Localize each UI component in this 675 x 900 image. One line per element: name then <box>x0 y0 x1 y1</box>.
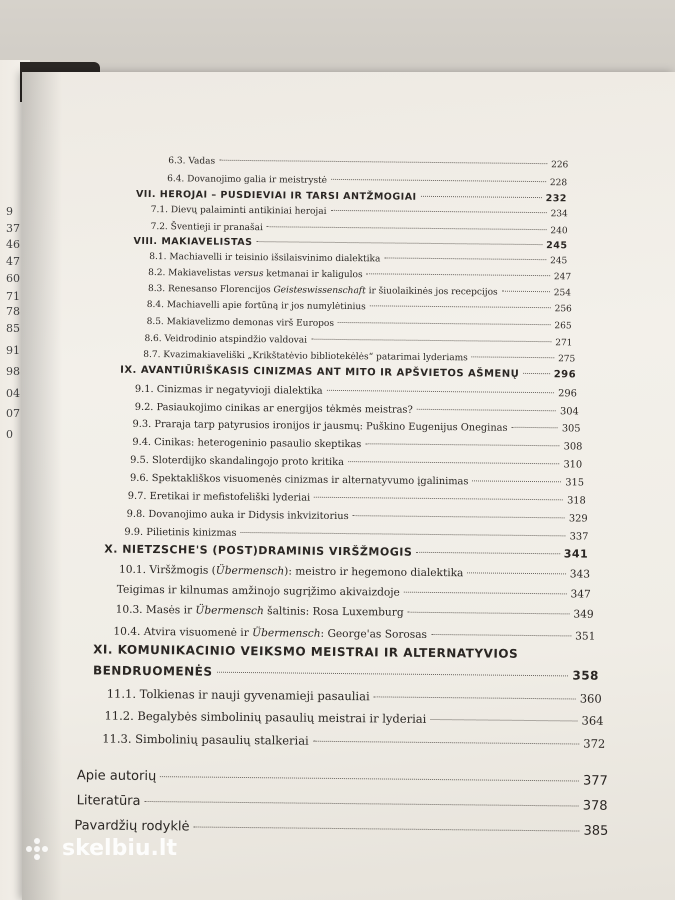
prev-page-number: 04 <box>6 387 20 400</box>
toc-entry: 10.3. Masės ir Übermensch šaltinis: Rosa Luxemburg 349 <box>115 603 594 621</box>
logo-dots-icon <box>26 838 56 860</box>
prev-page-number: 46 <box>6 238 20 251</box>
toc-entry: 6.3. Vadas 226 <box>168 156 569 171</box>
toc-entry: 8.4. Machiavelli apie fortūną ir jos numylėtinius 256 <box>146 299 572 315</box>
prev-page-number: 85 <box>6 322 20 335</box>
toc-entry: 9.8. Dovanojimo auka ir Didysis inkvizitorius 329 <box>126 508 588 525</box>
toc-entry: 8.6. Veidrodinio atspindžio valdovai 271 <box>144 333 573 349</box>
toc-entry: 11.2. Begalybės simbolinių pasaulių meistrai ir lyderiai 364 <box>104 708 604 728</box>
toc-entry: 10.1. Viršžmogis (Übermensch): meistro ir hegemono dialektika 343 <box>118 563 591 581</box>
prev-page-number: 78 <box>6 305 20 318</box>
toc-chapter: BENDRUOMENĖS 358 <box>92 663 600 683</box>
prev-page-number: 71 <box>6 290 20 303</box>
toc-entry: 7.1. Dievų palaiminti antikiniai herojai 234 <box>150 205 568 220</box>
toc-appendix: Apie autorių 377 <box>76 768 608 789</box>
toc-chapter: XI. KOMUNIKACINIO VEIKSMO MEISTRAI IR ALTERNATYVIOS <box>93 642 519 661</box>
toc-entry: 7.2. Šventieji ir pranašai 240 <box>150 222 568 237</box>
watermark-logo <box>26 836 177 861</box>
toc-entry: 9.3. Praraja tarp patyrusios ironijos ir jausmų: Puškino Eugenijus Oneginas 305 <box>132 418 581 435</box>
toc-entry: 9.4. Cinikas: heterogeninio pasaulio skeptikas 308 <box>132 436 583 453</box>
toc-entry: 11.3. Simbolinių pasaulių stalkeriai 372 <box>102 731 606 751</box>
toc-chapter: VIII. MAKIAVELISTAS 245 <box>133 235 568 252</box>
toc-entry: 8.1. Machiavelli ir teisinio išsilaisvinimo dialektika 245 <box>149 251 568 267</box>
watermark-text: skelbiu.lt <box>62 836 177 861</box>
toc-entry: 9.5. Sloterdijko skandalingojo proto kritika 310 <box>130 454 583 471</box>
toc-entry: 9.6. Spektakliškos visuomenės cinizmas ir alternatyvumo įgalinimas 315 <box>129 472 585 489</box>
toc-entry: 9.2. Pasiaukojimo cinikas ar energijos tėkmės meistras? 304 <box>134 401 579 418</box>
toc-entry: 6.4. Dovanojimo galia ir meistrystė 228 <box>167 174 568 189</box>
prev-page-number: 91 <box>6 344 20 357</box>
toc-entry: Teigimas ir kilnumas amžinojo sugrįžimo akivaizdoje 347 <box>116 583 591 601</box>
prev-page-number: 0 <box>6 428 13 441</box>
toc-appendix: Pavardžių rodyklė 385 <box>74 818 609 839</box>
toc-appendix: Literatūra 378 <box>76 793 608 814</box>
toc-entry: 9.7. Eretikai ir mefistofeliški lyderiai 318 <box>127 490 586 507</box>
prev-page-number: 9 <box>6 205 13 218</box>
toc-entry: 11.1. Tolkienas ir nauji gyvenamieji pasauliai 360 <box>106 686 602 706</box>
prev-page-number: 60 <box>6 272 20 285</box>
toc-chapter: VII. HEROJAI – PUSDIEVIAI IR TARSI ANTŽMOGIAI 232 <box>135 188 568 205</box>
toc-entry: 8.7. Kvazimakiaveliški „Krikštatėvio bibliotekėlės“ patarimai lyderiams 275 <box>143 349 576 365</box>
toc-entry: 8.5. Makiavelizmo demonas virš Europos 265 <box>146 316 572 332</box>
prev-page-number: 98 <box>6 365 20 378</box>
toc-entry: 9.9. Pilietinis kinizmas 337 <box>124 526 589 543</box>
prev-page-number: 07 <box>6 407 20 420</box>
toc-chapter: X. NIETZSCHE'S (POST)DRAMINIS VIRŠŽMOGIS 341 <box>104 542 589 561</box>
toc-entry: 8.2. Makiavelistas versus ketmanai ir kaligulos 247 <box>148 267 572 283</box>
prev-page-number: 47 <box>6 255 20 268</box>
toc-entry: 9.1. Cinizmas ir negatyvioji dialektika 296 <box>134 383 577 400</box>
toc-entry: 10.4. Atvira visuomenė ir Übermensch: George'as Sorosas 351 <box>113 625 596 643</box>
toc-chapter: IX. AVANTIŪRIŠKASIS CINIZMAS ANT MITO IR APŠVIETOS AŠMENŲ 296 <box>120 364 577 381</box>
toc-entry: 8.3. Renesanso Florencijos Geisteswissenschaft ir šiuolaikinės jos recepcijos 254 <box>147 283 572 299</box>
prev-page-number: 37 <box>6 222 20 235</box>
